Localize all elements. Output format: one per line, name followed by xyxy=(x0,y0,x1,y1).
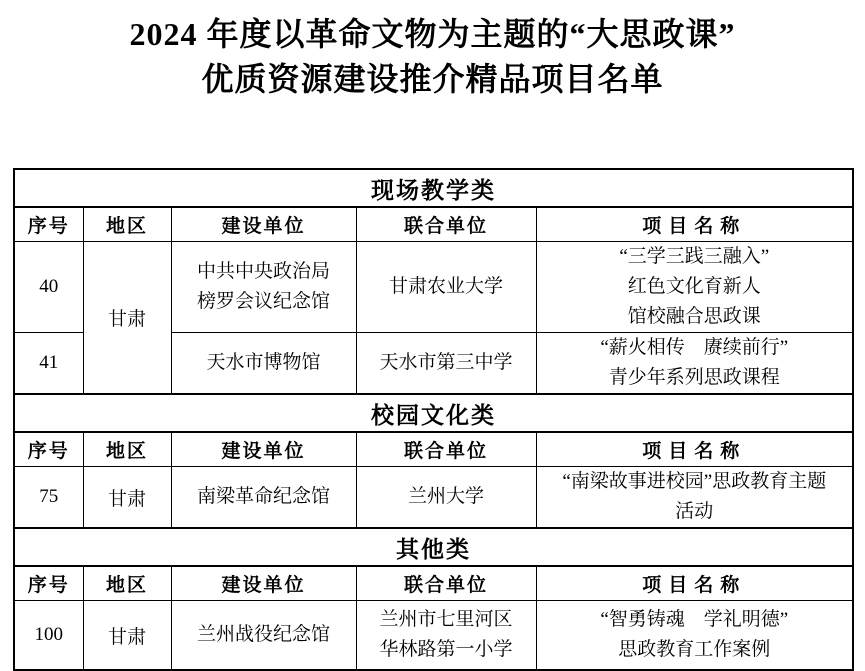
column-header-partner: 联合单位 xyxy=(356,207,536,242)
cell-builder-line: 兰州战役纪念馆 xyxy=(196,624,330,645)
cell-no: 75 xyxy=(14,467,83,529)
section-title-row xyxy=(14,394,853,432)
cell-region: 甘肃 xyxy=(83,467,171,529)
cell-partner-line: 兰州大学 xyxy=(407,486,484,507)
column-header-project: 项目名称 xyxy=(536,207,853,242)
cell-project-line: “智勇铸魂 学礼明德” xyxy=(600,609,789,630)
cell-partner-line: 天水市第三中学 xyxy=(379,352,513,373)
document-title-line2: 优质资源建设推介精品项目名单 xyxy=(201,61,664,97)
section-title: 校园文化类 xyxy=(14,394,853,432)
cell-builder xyxy=(171,601,356,671)
cell-partner xyxy=(356,467,536,529)
column-header-partner: 联合单位 xyxy=(356,432,536,467)
cell-project xyxy=(536,333,853,395)
cell-partner xyxy=(356,601,536,671)
cell-project-line: 馆校融合思政课 xyxy=(627,306,761,327)
cell-project-line: 思政教育工作案例 xyxy=(618,639,771,660)
column-header-no: 序号 xyxy=(14,566,83,601)
cell-project-line: 青少年系列思政课程 xyxy=(608,367,780,388)
document-title xyxy=(0,12,865,102)
document-title-line1: 2024 年度以革命文物为主题的“大思政课” xyxy=(129,16,736,52)
cell-builder xyxy=(171,333,356,395)
section-title-row xyxy=(14,528,853,566)
cell-partner xyxy=(356,333,536,395)
cell-project-line: “薪火相传 赓续前行” xyxy=(600,337,789,358)
table-header-row xyxy=(14,207,853,242)
cell-project xyxy=(536,242,853,333)
cell-no: 41 xyxy=(14,333,83,395)
cell-builder-line: 天水市博物馆 xyxy=(206,352,321,373)
table-header-row xyxy=(14,566,853,601)
column-header-builder: 建设单位 xyxy=(171,566,356,601)
section-title: 其他类 xyxy=(14,528,853,566)
column-header-region: 地区 xyxy=(83,432,171,467)
cell-partner-line: 兰州市七里河区 xyxy=(379,609,513,630)
column-header-builder: 建设单位 xyxy=(171,207,356,242)
column-header-builder: 建设单位 xyxy=(171,432,356,467)
cell-project-line: “三学三践三融入” xyxy=(619,246,770,267)
cell-partner xyxy=(356,242,536,333)
cell-builder-line: 南梁革命纪念馆 xyxy=(196,486,330,507)
column-header-no: 序号 xyxy=(14,207,83,242)
column-header-region: 地区 xyxy=(83,207,171,242)
cell-builder xyxy=(171,242,356,333)
cell-project-line: 活动 xyxy=(675,501,714,522)
cell-builder xyxy=(171,467,356,529)
cell-builder-line: 中共中央政治局 xyxy=(196,261,330,282)
cell-builder-line: 榜罗会议纪念馆 xyxy=(196,291,330,312)
cell-partner-line: 华林路第一小学 xyxy=(379,639,513,660)
table-row xyxy=(14,467,853,529)
cell-region: 甘肃 xyxy=(83,601,171,671)
project-list-table xyxy=(13,168,854,671)
column-header-region: 地区 xyxy=(83,566,171,601)
table-header-row xyxy=(14,432,853,467)
cell-project-line: “南梁故事进校园”思政教育主题 xyxy=(562,471,827,492)
cell-project-line: 红色文化育新人 xyxy=(627,276,761,297)
column-header-no: 序号 xyxy=(14,432,83,467)
column-header-project: 项目名称 xyxy=(536,566,853,601)
cell-project xyxy=(536,467,853,529)
column-header-partner: 联合单位 xyxy=(356,566,536,601)
column-header-project: 项目名称 xyxy=(536,432,853,467)
cell-no: 100 xyxy=(14,601,83,671)
cell-partner-line: 甘肃农业大学 xyxy=(388,276,503,297)
table-row xyxy=(14,242,853,333)
table-row xyxy=(14,601,853,671)
cell-region: 甘肃 xyxy=(83,242,171,395)
cell-no: 40 xyxy=(14,242,83,333)
cell-project xyxy=(536,601,853,671)
section-title: 现场教学类 xyxy=(14,169,853,207)
section-title-row xyxy=(14,169,853,207)
